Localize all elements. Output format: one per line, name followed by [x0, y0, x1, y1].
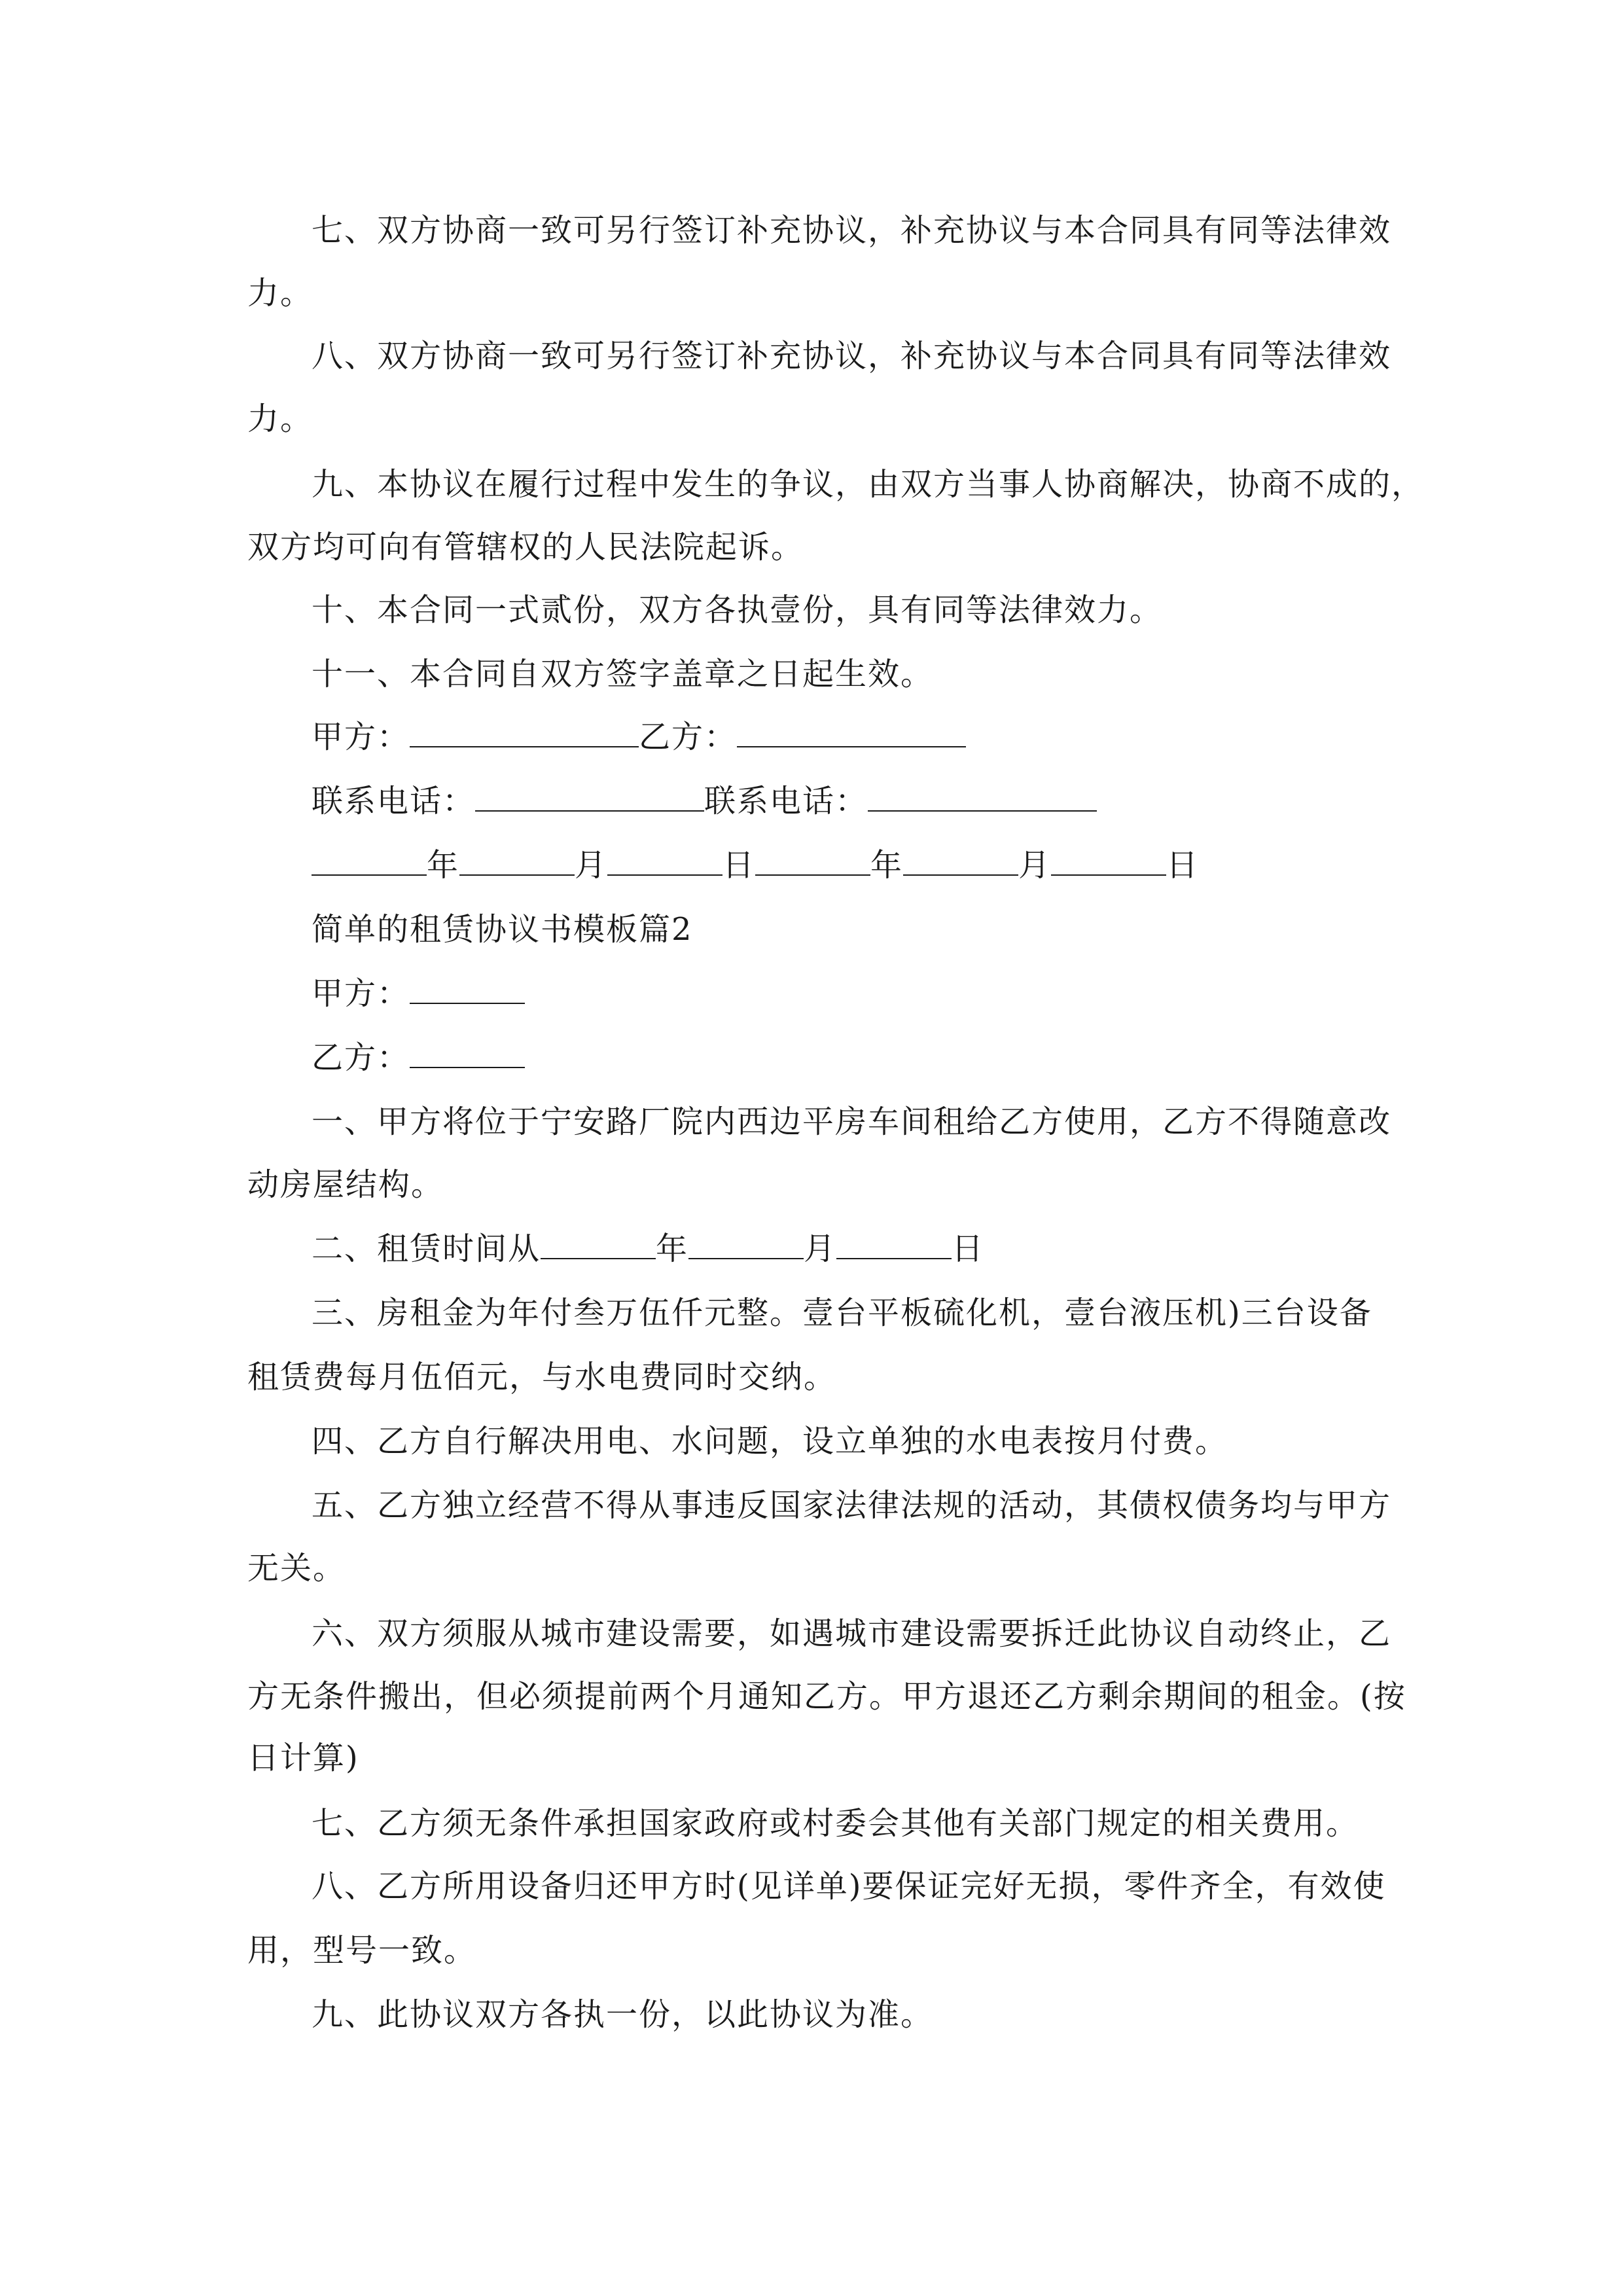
- party-a-label: 甲方：: [312, 719, 410, 755]
- section-2-clause-1-line-1: 一、甲方将位于宁安路厂院内西边平房车间租给乙方使用，乙方不得随意改: [312, 1103, 1392, 1140]
- date-a-year: 年: [427, 847, 460, 884]
- section-2-clause-8-line-2: 用，型号一致。: [247, 1932, 477, 1969]
- section-2-clause-8-line-1: 八、乙方所用设备归还甲方时(见详单)要保证完好无损，零件齐全，有效使: [312, 1868, 1386, 1905]
- signature-phone-row: [312, 781, 1463, 821]
- section-2-clause-5-line-1: 五、乙方独立经营不得从事违反国家法律法规的活动，其债权债务均与甲方: [312, 1487, 1392, 1524]
- section-2-clause-6-line-1: 六、双方须服从城市建设需要，如遇城市建设需要拆迁此协议自动终止，乙: [312, 1615, 1392, 1652]
- section-2-clause-4: 四、乙方自行解决用电、水问题，设立单独的水电表按月付费。: [312, 1423, 1228, 1460]
- clause-2-year-blank: [541, 1229, 656, 1259]
- section-2-party-a-row: [312, 974, 1463, 1013]
- date-b-year-blank: [755, 846, 870, 876]
- date-a-day: 日: [722, 847, 756, 884]
- date-a-month-blank: [459, 846, 575, 876]
- section-2-clause-3-line-2: 租赁费每月伍佰元，与水电费同时交纳。: [247, 1359, 837, 1395]
- phone-a-blank: [475, 781, 704, 812]
- section-2-clause-7: 七、乙方须无条件承担国家政府或村委会其他有关部门规定的相关费用。: [312, 1805, 1359, 1842]
- clause-9-line-2: 双方均可向有管辖权的人民法院起诉。: [247, 529, 804, 565]
- clause-2-prefix: 二、租赁时间从: [312, 1230, 541, 1267]
- section-2-party-b-blank: [410, 1038, 525, 1068]
- party-b-blank: [737, 717, 966, 747]
- date-b-year: 年: [870, 847, 904, 884]
- clause-2-year: 年: [656, 1230, 689, 1267]
- clause-2-day-blank: [836, 1229, 952, 1259]
- date-a-year-blank: [312, 846, 427, 876]
- signature-party-row: [312, 717, 1463, 757]
- clause-9-line-1: 九、本协议在履行过程中发生的争议，由双方当事人协商解决，协商不成的，: [312, 466, 1425, 503]
- clause-8-line-2: 力。: [247, 401, 313, 437]
- section-2-party-a-label: 甲方：: [312, 975, 410, 1012]
- clause-8-line-1: 八、双方协商一致可另行签订补充协议，补充协议与本合同具有同等法律效: [312, 338, 1392, 374]
- party-b-label: 乙方：: [639, 719, 738, 755]
- signature-date-row: [312, 846, 1463, 885]
- clause-2-month-blank: [688, 1229, 804, 1259]
- section-2-clause-5-line-2: 无关。: [247, 1550, 346, 1587]
- date-b-month: 月: [1018, 847, 1052, 884]
- date-b-day-blank: [1051, 846, 1166, 876]
- clause-2-day: 日: [952, 1230, 985, 1267]
- date-b-day: 日: [1166, 847, 1200, 884]
- date-a-day-blank: [607, 846, 722, 876]
- phone-b-label: 联系电话：: [704, 783, 868, 819]
- clause-2-month: 月: [804, 1230, 837, 1267]
- section-2-clause-2: [312, 1229, 1463, 1268]
- section-2-party-b-label: 乙方：: [312, 1039, 410, 1076]
- section-2-party-a-blank: [410, 974, 525, 1004]
- section-2-clause-9: 九、此协议双方各执一份，以此协议为准。: [312, 1996, 934, 2033]
- clause-10: 十、本合同一式贰份，双方各执壹份，具有同等法律效力。: [312, 592, 1163, 628]
- date-a-month: 月: [575, 847, 608, 884]
- section-2-clause-6-line-2: 方无条件搬出，但必须提前两个月通知乙方。甲方退还乙方剩余期间的租金。(按: [247, 1678, 1406, 1715]
- clause-11: 十一、本合同自双方签字盖章之日起生效。: [312, 656, 934, 692]
- party-a-blank: [410, 717, 639, 747]
- section-2-clause-1-line-2: 动房屋结构。: [247, 1166, 444, 1203]
- clause-7-line-1: 七、双方协商一致可另行签订补充协议，补充协议与本合同具有同等法律效: [312, 212, 1392, 249]
- section-2-clause-3-line-1: 三、房租金为年付叁万伍仟元整。壹台平板硫化机，壹台液压机)三台设备: [312, 1295, 1372, 1331]
- phone-a-label: 联系电话：: [312, 783, 476, 819]
- section-2-clause-6-line-3: 日计算): [247, 1740, 359, 1776]
- section-2-title: 简单的租赁协议书模板篇2: [312, 911, 693, 948]
- date-b-month-blank: [903, 846, 1018, 876]
- phone-b-blank: [868, 781, 1097, 812]
- section-2-party-b-row: [312, 1038, 1463, 1077]
- clause-7-line-2: 力。: [247, 275, 313, 312]
